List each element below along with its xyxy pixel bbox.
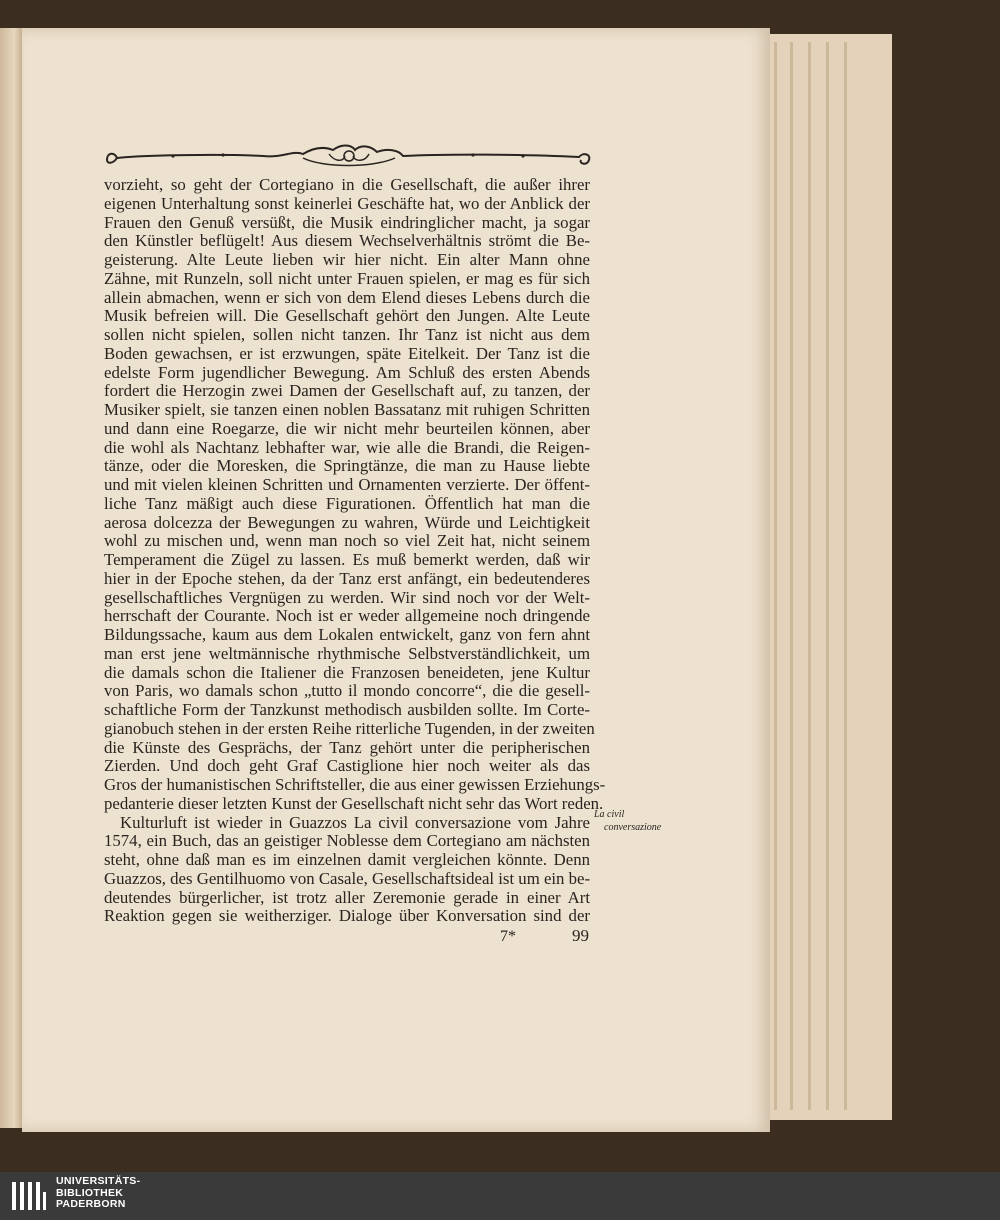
left-page-edge	[0, 28, 24, 1128]
text-line: gianobuch stehen in der ersten Reihe ritterliche Tugenden, in der zweiten	[104, 718, 595, 738]
text-line: geisterung. Alte Leute lieben wir hier nicht. Ein alter Mann ohne	[104, 250, 590, 269]
signature-mark: 7*	[500, 928, 516, 945]
text-line: von Paris, wo damals schon „tutto il mondo concorre“, die die gesell-	[104, 681, 590, 701]
text-line: Bildungssache, kaum aus dem Lokalen entwickelt, ganz von fern ahnt	[104, 625, 590, 644]
header-ornament	[103, 142, 593, 170]
text-line: Zierden. Und doch geht Graf Castiglione hier noch weiter als das	[104, 756, 590, 776]
text-line: allein abmachen, wenn er sich von dem Elend dieses Lebens durch die	[104, 287, 590, 307]
text-line: liche Tanz mäßigt auch diese Figurationen. Öffentlich hat man die	[104, 493, 590, 513]
page-number: 99	[572, 926, 589, 945]
text-line: deutendes bürgerlicher, ist trotz aller Zeremonie gerade in einer Art	[104, 887, 590, 907]
text-line: Gros der humanistischen Schriftsteller, die aus einer gewissen Erziehungs-	[104, 775, 606, 794]
text-line: Temperament die Zügel zu lassen. Es muß bemerkt werden, daß wir	[104, 550, 590, 569]
text-line: Kulturluft ist wieder in Guazzos La civil conversazione vom Jahre	[120, 812, 590, 832]
marginal-note-line: La civil	[594, 809, 625, 820]
page-stack-edges	[756, 34, 892, 1120]
text-line: den Künstler beflügelt! Aus diesem Wechselverhältnis strömt die Be-	[104, 231, 590, 251]
text-line: und mit vielen kleinen Schritten und Ornamenten verzierte. Der öffent-	[104, 475, 590, 494]
text-line: eigenen Unterhaltung sonst keinerlei Geschäfte hat, wo der Anblick der	[104, 193, 590, 213]
text-line: die damals schon die Italiener die Franzosen beneideten, jene Kultur	[104, 662, 590, 682]
text-line: fordert die Herzogin zwei Damen der Gesellschaft auf, zu tanzen, der	[104, 381, 590, 401]
text-line: gesellschaftliches Vergnügen zu werden. Wir sind noch vor der Welt-	[104, 587, 590, 607]
text-line: Frauen den Genuß versüßt, die Musik eindringlicher macht, ja sogar	[104, 212, 590, 232]
text-line: pedanterie dieser letzten Kunst der Gesellschaft nicht sehr das Wort reden.	[104, 793, 604, 813]
text-line: edelste Form jugendlicher Bewegung. Am Schluß des ersten Abends	[104, 362, 590, 382]
text-line: Reaktion gegen sie weitherziger. Dialoge über Konversation sind der	[104, 906, 590, 926]
text-line: man erst jene weltmännische rhythmische Selbstverständlichkeit, um	[104, 643, 590, 663]
library-name-line: UNIVERSITÄTS-	[56, 1175, 141, 1187]
library-logo-icon	[10, 1178, 48, 1214]
text-line: sollen nicht spielen, sollen nicht tanzen. Ihr Tanz ist nicht aus dem	[104, 325, 590, 344]
text-line: vorzieht, so geht der Cortegiano in die Gesellschaft, die außer ihrer	[104, 175, 590, 194]
text-line: steht, ohne daß man es im einzelnen damit vergleichen könnte. Denn	[104, 850, 590, 869]
text-line: schaftliche Form der Tanzkunst methodisch ausbilden sollte. Im Corte-	[104, 700, 590, 719]
text-line: Musiker spielt, sie tanzen einen noblen Bassatanz mit ruhigen Schritten	[104, 400, 590, 419]
library-footer	[0, 1172, 1000, 1220]
text-line: Zähne, mit Runzeln, soll nicht unter Frauen spielen, er mag es für sich	[104, 268, 590, 288]
text-line: Musik befreien will. Die Gesellschaft gehört den Jungen. Alte Leute	[104, 306, 590, 326]
text-line: die wohl als Nachtanz lebhafter war, wie alle die Brandi, die Reigen-	[104, 437, 590, 457]
text-line: Boden gewachsen, er ist erzwungen, späte Eitelkeit. Der Tanz ist die	[104, 343, 590, 363]
text-line: tänze, oder die Moresken, die Springtänze, die man zu Hause liebte	[104, 456, 590, 476]
text-line: herrschaft der Courante. Noch ist er weder allgemeine noch dringende	[104, 606, 590, 626]
text-line: die Künste des Gesprächs, der Tanz gehört unter die peripherischen	[104, 737, 590, 757]
text-line: 1574, ein Buch, das an geistiger Noblesse dem Cortegiano am nächsten	[104, 831, 590, 851]
marginal-note	[594, 808, 674, 834]
text-line: und dann eine Roegarze, die wir nicht mehr beurteilen können, aber	[104, 418, 590, 438]
library-name-line: BIBLIOTHEK	[56, 1186, 124, 1199]
library-name	[56, 1176, 140, 1211]
library-name-line: PADERBORN	[56, 1198, 126, 1210]
marginal-note-line: conversazione	[604, 822, 662, 833]
text-line: aerosa dolcezza der Bewegungen zu wahren, Würde und Leichtigkeit	[104, 512, 590, 532]
text-line: hier in der Epoche stehen, da der Tanz erst anfängt, ein bedeutenderes	[104, 568, 590, 588]
text-line: wohl zu mischen und, wenn man noch so viel Zeit hat, nicht seinem	[104, 531, 590, 551]
text-line: Guazzos, des Gentilhuomo von Casale, Gesellschaftsideal ist um ein be-	[104, 868, 591, 888]
